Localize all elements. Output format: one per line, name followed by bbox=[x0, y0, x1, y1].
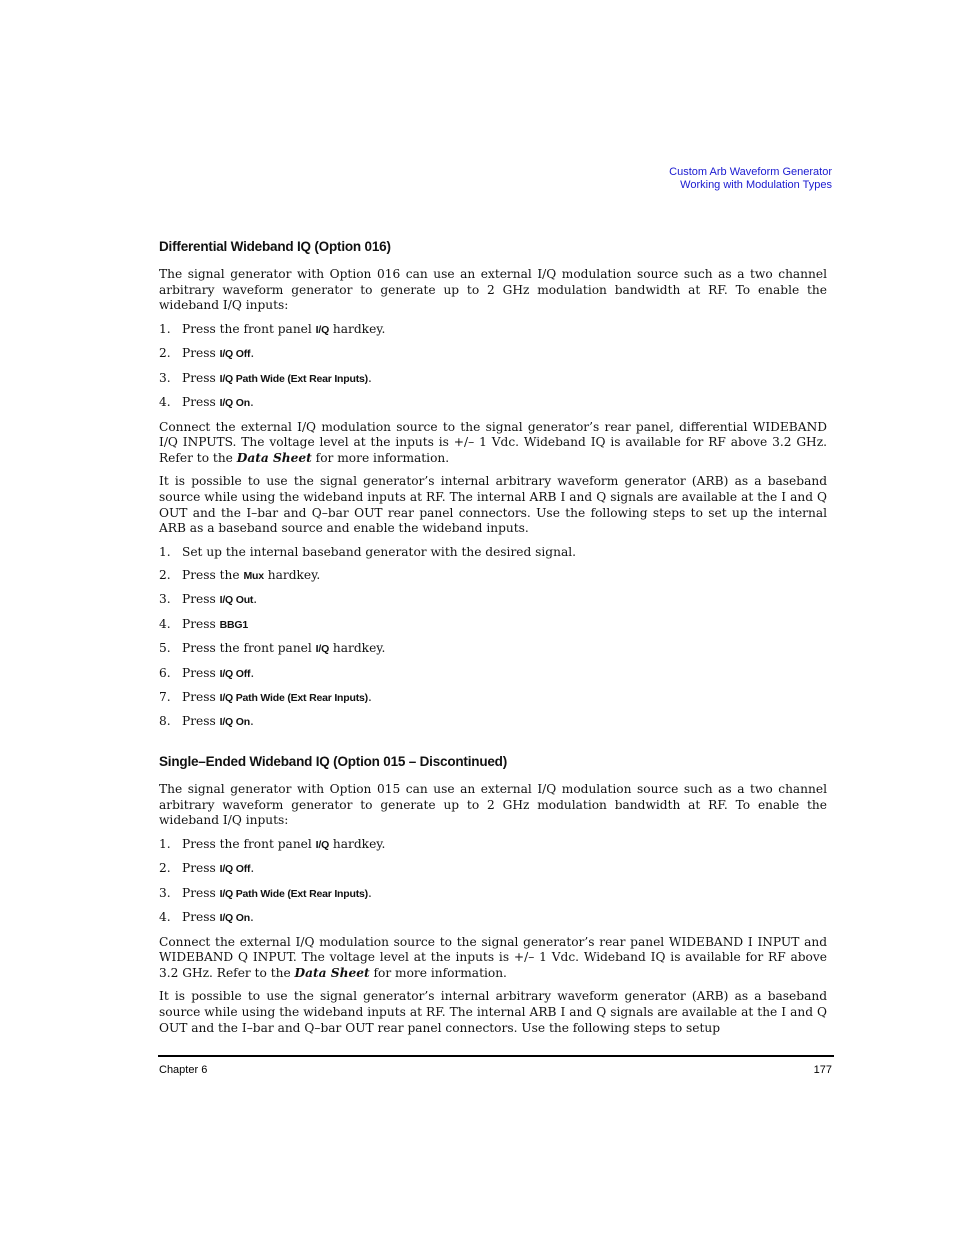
paragraph: It is possible to use the signal generator’s internal arbitrary waveform generator (ARB) as a baseband source while using the wideband inputs at RF. The internal ARB I and Q signals are available at the I and Q OUT and the I–bar and Q–bar OUT rear panel connectors. Use the following steps to set up the internal ARB as a baseband source and enable the wideband inputs. bbox=[159, 474, 827, 536]
step-item bbox=[159, 545, 827, 561]
softkey-label: I/Q bbox=[315, 323, 330, 336]
softkey-label: I/Q On bbox=[219, 716, 250, 729]
steps-list bbox=[159, 322, 827, 412]
softkey-label: Mux bbox=[243, 570, 264, 583]
step-number: 3. bbox=[159, 592, 171, 607]
step-number: 1. bbox=[159, 321, 171, 336]
step-number: 4. bbox=[159, 909, 171, 924]
softkey-label: I/Q bbox=[315, 838, 330, 851]
running-header-section[interactable]: Working with Modulation Types bbox=[680, 179, 832, 191]
paragraph: It is possible to use the signal generator’s internal arbitrary waveform generator (ARB) as a baseband source while using the wideband inputs at RF. The internal ARB I and Q signals are available at the I and Q OUT and the I–bar and Q–bar OUT rear panel connectors. Use the following steps to setup bbox=[159, 989, 827, 1035]
data-sheet-reference: Data Sheet bbox=[236, 450, 312, 465]
step-number: 2. bbox=[159, 346, 171, 361]
step-number: 7. bbox=[159, 690, 171, 705]
step-number: 1. bbox=[159, 836, 171, 851]
steps-list bbox=[159, 545, 827, 731]
step-text: Press BBG1 bbox=[182, 616, 248, 631]
paragraph: The signal generator with Option 015 can use an external I/Q modulation source such as a two channel arbitrary waveform generator to generate up to 2 GHz modulation bandwidth at RF. To enable the wideband I/Q inputs: bbox=[159, 782, 827, 828]
data-sheet-reference: Data Sheet bbox=[294, 965, 370, 980]
step-text: Press the front panel I/Q hardkey. bbox=[182, 321, 386, 336]
step-text: Press I/Q Path Wide (Ext Rear Inputs). bbox=[182, 885, 372, 900]
softkey-label: I/Q Out bbox=[219, 594, 254, 607]
step-item bbox=[159, 322, 827, 339]
step-text: Press I/Q Path Wide (Ext Rear Inputs). bbox=[182, 690, 372, 705]
step-item bbox=[159, 592, 827, 609]
footer-rule bbox=[158, 1055, 834, 1057]
step-text: Press I/Q Off. bbox=[182, 346, 255, 361]
page-content bbox=[159, 238, 827, 1044]
section-title-single-ended: Single–Ended Wideband IQ (Option 015 – Discontinued) bbox=[159, 754, 508, 770]
softkey-label: BBG1 bbox=[219, 618, 248, 631]
step-number: 8. bbox=[159, 714, 171, 729]
step-item bbox=[159, 617, 827, 634]
step-number: 3. bbox=[159, 885, 171, 900]
step-text: Press I/Q Out. bbox=[182, 592, 258, 607]
step-number: 4. bbox=[159, 394, 171, 409]
softkey-label: I/Q Path Wide (Ext Rear Inputs) bbox=[219, 887, 368, 900]
step-text: Press I/Q Path Wide (Ext Rear Inputs). bbox=[182, 370, 372, 385]
softkey-label: I/Q Off bbox=[219, 863, 251, 876]
step-text: Set up the internal baseband generator with the desired signal. bbox=[182, 544, 576, 559]
softkey-label: I/Q On bbox=[219, 911, 250, 924]
step-number: 1. bbox=[159, 544, 171, 559]
footer-chapter: Chapter 6 bbox=[159, 1064, 208, 1076]
softkey-label: I/Q Off bbox=[219, 667, 251, 680]
step-item bbox=[159, 690, 827, 707]
step-item bbox=[159, 641, 827, 658]
step-text: Press I/Q On. bbox=[182, 394, 254, 409]
step-text: Press I/Q On. bbox=[182, 909, 254, 924]
step-item bbox=[159, 568, 827, 585]
step-number: 6. bbox=[159, 665, 171, 680]
softkey-label: I/Q Path Wide (Ext Rear Inputs) bbox=[219, 372, 368, 385]
footer-page-number: 177 bbox=[813, 1064, 832, 1076]
step-number: 2. bbox=[159, 861, 171, 876]
step-text: Press I/Q Off. bbox=[182, 665, 255, 680]
step-number: 5. bbox=[159, 641, 171, 656]
step-item bbox=[159, 861, 827, 878]
paragraph: Connect the external I/Q modulation source to the signal generator’s rear panel WIDEBAND I INPUT and WIDEBAND Q INPUT. The voltage level at the inputs is +/– 1 Vdc. Wideband IQ is available for RF above 3.2 GHz. Refer to the Data Sheet for more information. bbox=[159, 934, 827, 980]
paragraph: Connect the external I/Q modulation source to the signal generator’s rear panel, differential WIDEBAND I/Q INPUTS. The voltage level at the inputs is +/– 1 Vdc. Wideband IQ is available for RF above 3.2 GHz. Refer to the Data Sheet for more information. bbox=[159, 419, 827, 465]
step-text: Press the front panel I/Q hardkey. bbox=[182, 641, 386, 656]
running-header bbox=[669, 166, 832, 192]
step-item bbox=[159, 714, 827, 731]
softkey-label: I/Q bbox=[315, 643, 330, 656]
step-item bbox=[159, 886, 827, 903]
step-text: Press the Mux hardkey. bbox=[182, 568, 321, 583]
running-header-chapter[interactable]: Custom Arb Waveform Generator bbox=[669, 166, 832, 178]
softkey-label: I/Q On bbox=[219, 396, 250, 409]
step-number: 2. bbox=[159, 568, 171, 583]
step-item bbox=[159, 666, 827, 683]
step-item bbox=[159, 346, 827, 363]
paragraph: The signal generator with Option 016 can use an external I/Q modulation source such as a two channel arbitrary waveform generator to generate up to 2 GHz modulation bandwidth at RF. To enable the wideband I/Q inputs: bbox=[159, 267, 827, 313]
step-item bbox=[159, 910, 827, 927]
step-text: Press the front panel I/Q hardkey. bbox=[182, 836, 386, 851]
step-item bbox=[159, 371, 827, 388]
softkey-label: I/Q Off bbox=[219, 348, 251, 361]
section-title-differential: Differential Wideband IQ (Option 016) bbox=[159, 239, 391, 254]
step-text: Press I/Q On. bbox=[182, 714, 254, 729]
step-number: 4. bbox=[159, 616, 171, 631]
step-text: Press I/Q Off. bbox=[182, 861, 255, 876]
steps-list bbox=[159, 837, 827, 927]
step-number: 3. bbox=[159, 370, 171, 385]
step-item bbox=[159, 395, 827, 412]
step-item bbox=[159, 837, 827, 854]
softkey-label: I/Q Path Wide (Ext Rear Inputs) bbox=[219, 692, 368, 705]
